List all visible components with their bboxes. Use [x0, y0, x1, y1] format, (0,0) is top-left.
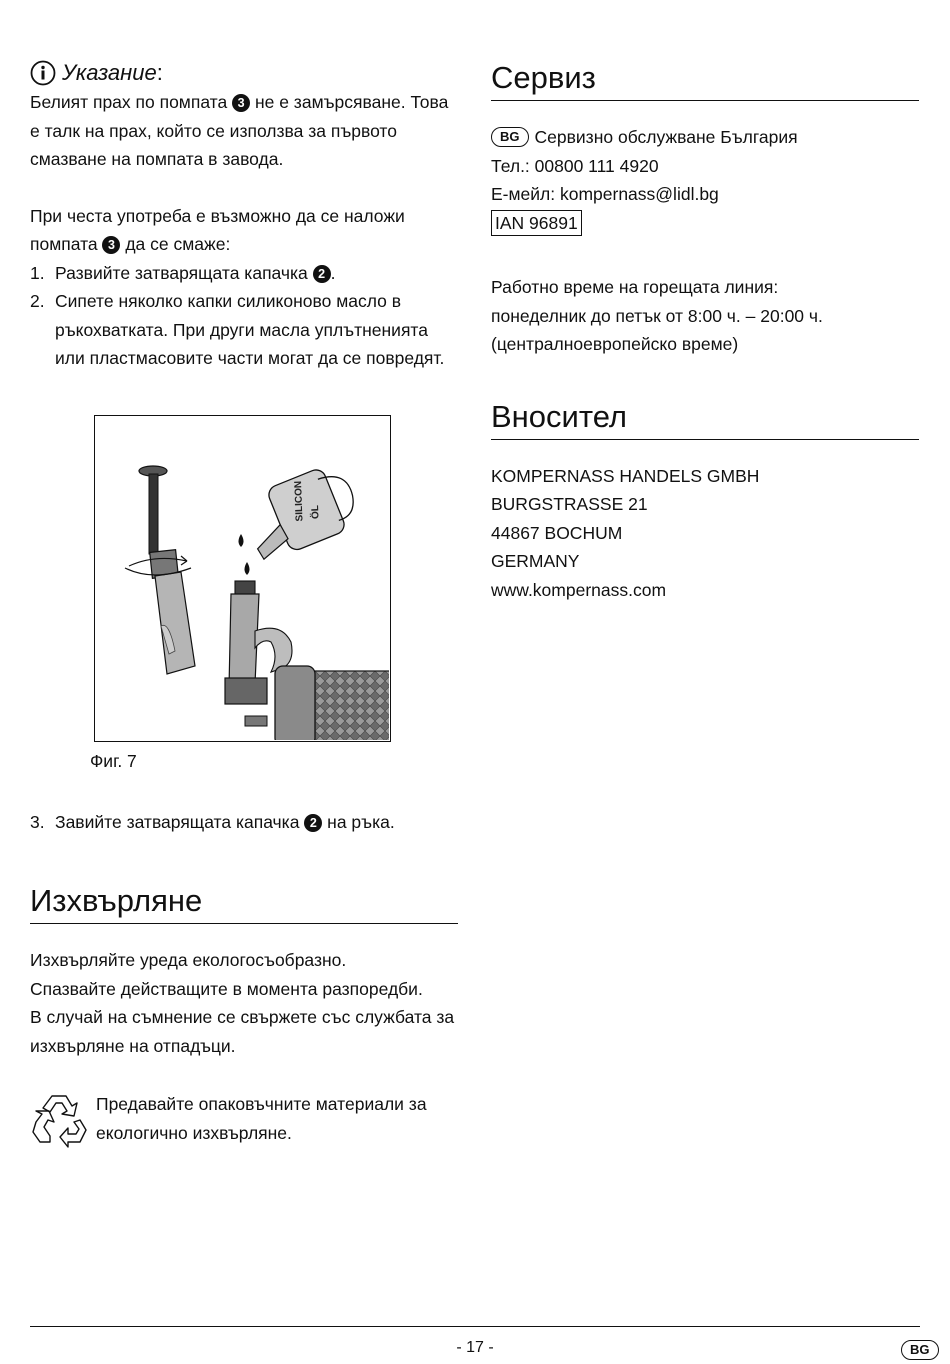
can-label-2: ÖL: [310, 504, 322, 520]
step-text: Завийте затварящата капачка: [55, 812, 305, 832]
note-paragraph-1: [30, 88, 458, 174]
part-number-badge: 3: [102, 236, 120, 254]
part-number-badge: 2: [313, 265, 331, 283]
note-text: Белият прах по помпата: [30, 92, 233, 112]
packaging-note: [30, 1090, 458, 1148]
note-colon: :: [156, 60, 163, 85]
recycle-icon: [30, 1090, 88, 1148]
figure-caption: Фиг. 7: [90, 751, 137, 771]
pump-rod: [149, 474, 158, 554]
step-number: 3.: [30, 812, 45, 832]
disposal-line: В случай на съмнение се свържете със службата за изхвърляне на отпадъци.: [30, 1007, 455, 1056]
step-number: 1.: [30, 262, 45, 283]
disposal-heading: Изхвърляне: [30, 883, 458, 924]
hotline-hours: понеделник до петък от 8:00 ч. – 20:00 ч.: [491, 305, 823, 326]
step-number: 2.: [30, 291, 45, 311]
hotline-hours-title: Работно време на горещата линия:: [491, 277, 779, 297]
country-badge: BG: [491, 127, 529, 147]
step-text: Развийте затварящата капачка: [55, 262, 313, 283]
figure-7: [94, 415, 391, 742]
importer-line: BURGSTRASSE 21: [491, 494, 648, 514]
steps-list-continued: [30, 808, 458, 837]
list-item: [30, 259, 458, 288]
step-text: Сипете няколко капки силиконово масло в ръкохватката. При други масла уплътненията или пластмасовите части могат да се повредят.: [55, 291, 445, 368]
ian-line: [491, 209, 919, 238]
step-text: на ръка.: [322, 812, 395, 832]
importer-line: 44867 BOCHUM: [491, 522, 623, 543]
page-number: - 17 -: [456, 1339, 494, 1356]
importer-website[interactable]: www.kompernass.com: [491, 579, 667, 600]
hose: [309, 671, 389, 740]
service-heading: Сервиз: [491, 60, 919, 101]
disposal-section: [30, 883, 458, 1060]
part-number-badge: 3: [232, 94, 250, 112]
note-title: Указание: [62, 60, 157, 85]
importer-heading: Вносител: [491, 399, 919, 440]
right-column: [491, 60, 919, 604]
pump-grip: [155, 572, 195, 674]
oil-drop: [239, 534, 244, 547]
steps-list: [30, 259, 458, 373]
oil-pump-illustration: [95, 416, 389, 740]
info-icon: [30, 60, 56, 86]
note-text: При честа употреба е възможно да се наложи помпата: [30, 205, 405, 254]
hose-coupling: [275, 666, 315, 740]
importer-line: KOMPERNASS HANDELS GMBH: [491, 465, 760, 486]
list-item: [30, 287, 458, 373]
left-column: [30, 60, 458, 373]
packaging-text: Предавайте опаковъчните материали за екологично изхвърляне.: [96, 1094, 427, 1143]
note-text: не е замърсяване. Това е талк на прах, който се използва за първото смазване на помпата в завода.: [30, 92, 449, 169]
service-email: E-мейл: kompernass@lidl.bg: [491, 184, 719, 204]
oil-drop: [245, 562, 250, 575]
disposal-line: Изхвърляйте уреда екологосъобразно.: [30, 950, 347, 970]
can-label-1: SILICON: [293, 480, 306, 522]
importer-line: GERMANY: [491, 551, 580, 571]
footer-country-badge: BG: [901, 1340, 939, 1360]
footer-divider: [30, 1326, 920, 1327]
disposal-line: Спазвайте действащите в момента разпоредби.: [30, 978, 423, 999]
service-phone: Тел.: 00800 111 4920: [491, 155, 659, 176]
step-text: .: [330, 262, 336, 283]
oil-can: [238, 460, 364, 564]
service-title: Сервизно обслужване България: [534, 127, 798, 147]
part-number-badge: 2: [304, 814, 322, 832]
note-text: да се смаже:: [120, 234, 231, 254]
note-paragraph-2: [30, 202, 458, 259]
importer-address: [491, 462, 919, 605]
list-item: [30, 808, 458, 837]
note-heading: [30, 60, 458, 86]
hotline-timezone: (централноевропейско време): [491, 334, 739, 354]
service-title-line: [491, 123, 919, 152]
ian-number: IAN 96891: [491, 210, 582, 236]
step-3: [30, 808, 458, 837]
